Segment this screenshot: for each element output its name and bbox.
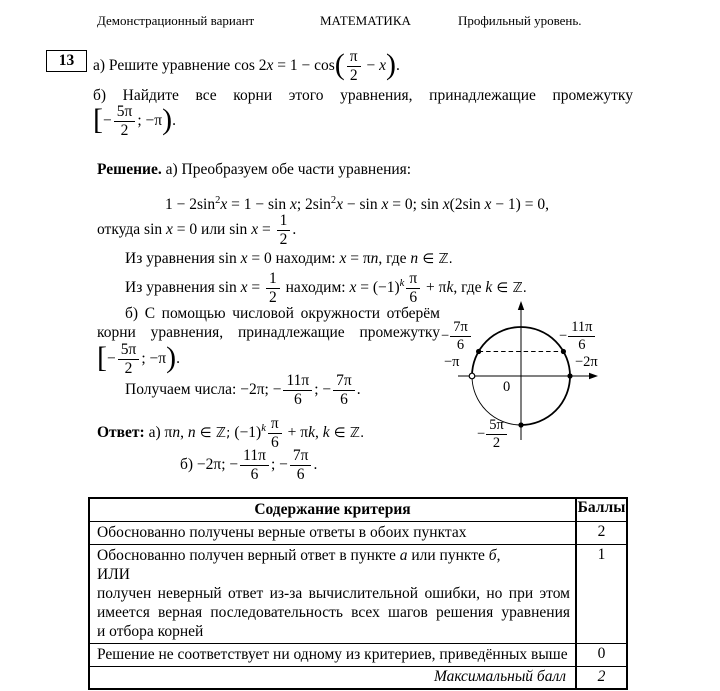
roots-sin-half-line: Из уравнения sin x = $\frac{1}{2}$ находим: $x = (-1)^k$ $\frac{\pi}{6}$ + πk, где k ∈ ℤ. — [125, 269, 527, 307]
criteria-table — [88, 497, 628, 690]
integers-symbol: ∈ ℤ; — [195, 425, 231, 442]
integers-symbol: ∈ ℤ. — [418, 251, 453, 267]
criteria-text: Обоснованно получен верный ответ в пункте а или пункте б, ИЛИ получен неверный ответ из-за вычислительной ошибки, но при этом имеется верная последовательность всех шагов решения уравнения и отбора корней — [89, 544, 576, 643]
criteria-header: Содержание критерия — [89, 498, 576, 521]
score-value: 1 — [576, 544, 627, 643]
selection-line2: корни уравнения, принадлежащие промежутку — [97, 324, 440, 341]
fraction-1-2: $\frac{1}{2}$ — [277, 213, 291, 249]
label-origin: 0 — [503, 379, 511, 395]
criteria-text: Обоснованно получены верные ответы в обоих пунктах — [89, 521, 576, 544]
criteria-row-1point — [89, 544, 627, 643]
fraction-pi-2: $\frac{\pi}{2}$ — [347, 49, 361, 85]
point-minus-5pi-2 — [518, 422, 523, 427]
otkuda-line: откуда sin x = 0 или sin x = $\frac{1}{2}$ . — [97, 211, 297, 248]
label-minus-pi: −π — [444, 354, 460, 370]
point-minus-pi-open — [469, 373, 475, 379]
label-minus-5pi-2: − $\frac{5\pi}{2}$ — [477, 418, 508, 451]
big-open-paren: ( — [334, 48, 345, 82]
label-minus-7pi-6: − $\frac{7\pi}{6}$ — [441, 320, 472, 353]
answer-a-line: Ответ: а) πn, n ∈ ℤ; $(-1)^k$ $\frac{\pi}{6}$ + πk, k ∈ ℤ. — [97, 414, 365, 452]
problem-a-line: а) Решите уравнение cos 2x = 1 − cos( $\frac{\pi}{2}$ − x). — [93, 47, 400, 84]
selection-interval: [− $\frac{5\pi}{2}$ ; −π). — [97, 340, 180, 377]
answer-b-line: б) −2π; − $\frac{11\pi}{6}$ ; − $\frac{7\pi}{6}$ . — [180, 446, 318, 483]
score-header: Баллы — [576, 498, 627, 521]
big-close-paren: ) — [166, 341, 177, 375]
fraction-pi-6: $\frac{\pi}{6}$ — [406, 271, 420, 307]
label-minus-2pi: −2π — [575, 354, 598, 370]
solution-label: Решение. — [97, 161, 162, 178]
criteria-header-row — [89, 498, 627, 521]
integers-symbol: ∈ ℤ. — [329, 425, 365, 442]
answer-label: Ответ: — [97, 424, 145, 442]
max-score-value: 2 — [576, 666, 627, 689]
label-minus-11pi-6: − $\frac{11\pi}{6}$ — [559, 320, 596, 353]
roots-sin0-line: Из уравнения sin x = 0 находим: x = πn, где n ∈ ℤ. — [125, 250, 453, 267]
fraction-7pi-6: $\frac{7\pi}{6}$ — [333, 373, 355, 409]
fraction-5pi-2: $\frac{5\pi}{2}$ — [114, 104, 136, 140]
header-variant-label: Демонстрационный вариант — [97, 13, 255, 28]
big-open-bracket: [ — [97, 341, 107, 375]
big-close-paren: ) — [386, 48, 397, 82]
fraction-7pi-6: $\frac{7\pi}{6}$ — [290, 448, 312, 484]
fraction-11pi-6: $\frac{11\pi}{6}$ — [283, 373, 312, 409]
integers-symbol: ∈ ℤ. — [492, 280, 527, 297]
x-axis-arrow — [589, 373, 598, 379]
problem-number: 13 — [46, 50, 87, 72]
criteria-row-0points — [89, 643, 627, 666]
selection-line1: б) С помощью числовой окружности отберём — [125, 305, 440, 322]
problem-b-interval: [− $\frac{5\pi}{2}$ ; −π). — [93, 102, 176, 139]
y-axis-arrow — [518, 301, 524, 310]
max-score-label: Максимальный балл — [89, 666, 576, 689]
solution-intro-line: Решение. а) Преобразуем обе части уравнения: — [97, 161, 412, 178]
big-open-bracket: [ — [93, 103, 103, 137]
header-level-label: Профильный уровень. — [458, 13, 582, 28]
criteria-text: Решение не соответствует ни одному из критериев, приведённых выше — [89, 643, 576, 666]
obtained-numbers-line: Получаем числа: −2π; − $\frac{11\pi}{6}$ ; − $\frac{7\pi}{6}$ . — [125, 371, 361, 408]
criteria-row-max — [89, 666, 627, 689]
problem-b-line1: б) Найдите все корни этого уравнения, принадлежащие промежутку — [93, 87, 633, 104]
criteria-row-2points — [89, 521, 627, 544]
equation-transform-line: $1 - 2\sin^2x = 1 - \sin x$; $2\sin^2x - \sin x = 0$; sin x(2sin x − 1) = 0, — [165, 195, 549, 214]
unit-circle-diagram — [440, 300, 635, 460]
score-value: 2 — [576, 521, 627, 544]
big-close-paren: ) — [162, 103, 173, 137]
fraction-1-2: $\frac{1}{2}$ — [266, 271, 280, 307]
fraction-11pi-6: $\frac{11\pi}{6}$ — [240, 448, 269, 484]
fraction-pi-6: $\frac{\pi}{6}$ — [268, 416, 282, 452]
score-value: 0 — [576, 643, 627, 666]
fraction-5pi-2: $\frac{5\pi}{2}$ — [118, 342, 140, 378]
header-subject-label: МАТЕМАТИКА — [320, 13, 411, 28]
point-minus-7pi-6 — [476, 349, 481, 354]
point-minus-2pi — [567, 373, 572, 378]
